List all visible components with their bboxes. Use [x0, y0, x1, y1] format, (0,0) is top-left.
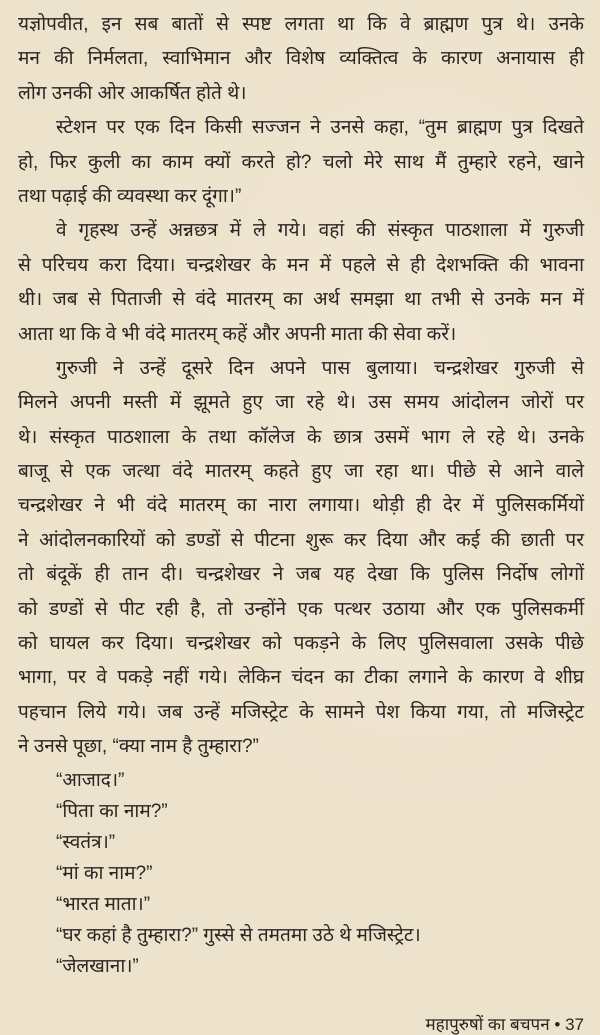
text-line: चन्द्रशेखर ने भी वंदे मातरम् का नारा लगाया। थोड़ी ही देर में पुलिसकर्मियों — [18, 495, 584, 517]
text-line: बाजू से एक जत्था वंदे मातरम् कहते हुए जा रहा था। पीछे से आने वाले — [18, 461, 584, 483]
text-line: मिलने अपनी मस्ती में झूमते हुए जा रहे थे। उस समय आंदोलन जोरों पर — [18, 392, 584, 414]
dialogue-line: “आजाद।” — [56, 769, 125, 791]
text-line: तथा पढ़ाई की व्यवस्था कर दूंगा।” — [18, 185, 242, 207]
dialogue-line: “पिता का नाम?” — [56, 800, 168, 822]
dialogue — [18, 765, 584, 982]
text-line: पहचान लिये गये। जब उन्हें मजिस्ट्रेट के सामने पेश किया गया, तो मजिस्ट्रेट — [18, 701, 584, 723]
paragraph — [18, 8, 584, 111]
text-line: को डण्डों से पीट रही है, तो उन्होंने एक पत्थर उठाया और एक पुलिसकर्मी — [18, 598, 584, 620]
text-line: तो बंदूकें ही तान दी। चन्द्रशेखर ने जब यह देखा कि पुलिस निर्दोष लोगों — [18, 564, 584, 586]
text-line: थे। संस्कृत पाठशाला के तथा कॉलेज के छात्र उसमें भाग ले रहे थे। उनके — [18, 426, 584, 448]
paragraph — [18, 214, 584, 352]
text-line: स्टेशन पर एक दिन किसी सज्जन ने उनसे कहा, “तुम ब्राह्मण पुत्र दिखते — [56, 117, 584, 139]
text-line: मन की निर्मलता, स्वाभिमान और विशेष व्यक्तित्व के कारण अनायास ही — [18, 48, 584, 70]
dialogue-line: “घर कहां है तुम्हारा?” गुस्से से तमतमा उठे थे मजिस्ट्रेट। — [56, 924, 421, 946]
text-line: ने उनसे पूछा, “क्या नाम है तुम्हारा?” — [18, 736, 259, 758]
book-page — [18, 8, 584, 982]
dialogue-line: “स्वतंत्र।” — [56, 831, 116, 853]
page-number: 37 — [565, 1015, 584, 1034]
text-line: से परिचय करा दिया। चन्द्रशेखर के मन में पहले से ही देशभक्ति की भावना — [18, 254, 584, 276]
dialogue-line: “जेलखाना।” — [56, 955, 139, 977]
text-line: थी। जब से पिताजी से वंदे मातरम् का अर्थ समझा था तभी से उनके मन में — [18, 289, 584, 311]
text-line: को घायल कर दिया। चन्द्रशेखर को पकड़ने के लिए पुलिसवाला उसके पीछे — [18, 633, 584, 655]
text-line: भागा, पर वे पकड़े नहीं गये। लेकिन चंदन का टीका लगाने के कारण वे शीघ्र — [18, 667, 584, 689]
dialogue-line: “मां का नाम?” — [56, 862, 153, 884]
paragraph — [18, 111, 584, 214]
book-title: महापुरुषों का बचपन — [425, 1015, 550, 1034]
text-line: यज्ञोपवीत, इन सब बातों से स्पष्ट लगता था कि वे ब्राह्मण पुत्र थे। उनके — [18, 14, 584, 35]
page-footer — [426, 1012, 585, 1035]
text-line: गुरुजी ने उन्हें दूसरे दिन अपने पास बुलाया। चन्द्रशेखर गुरुजी से — [56, 357, 584, 379]
footer-separator: • — [554, 1015, 561, 1034]
text-line: लोग उनकी ओर आकर्षित होते थे। — [18, 82, 247, 104]
text-line: वे गृहस्थ उन्हें अन्नछत्र में ले गये। वहां की संस्कृत पाठशाला में गुरुजी — [56, 220, 584, 242]
text-line: हो, फिर कुली का काम क्यों करते हो? चलो मेरे साथ मैं तुम्हारे रहने, खाने — [18, 151, 584, 173]
text-line: ने आंदोलनकारियों को डण्डों से पीटना शुरू कर दिया और कई की छाती पर — [18, 529, 584, 551]
dialogue-line: “भारत माता।” — [56, 893, 151, 915]
paragraph — [18, 352, 584, 765]
text-line: आता था कि वे भी वंदे मातरम् कहें और अपनी माता की सेवा करें। — [18, 323, 457, 345]
